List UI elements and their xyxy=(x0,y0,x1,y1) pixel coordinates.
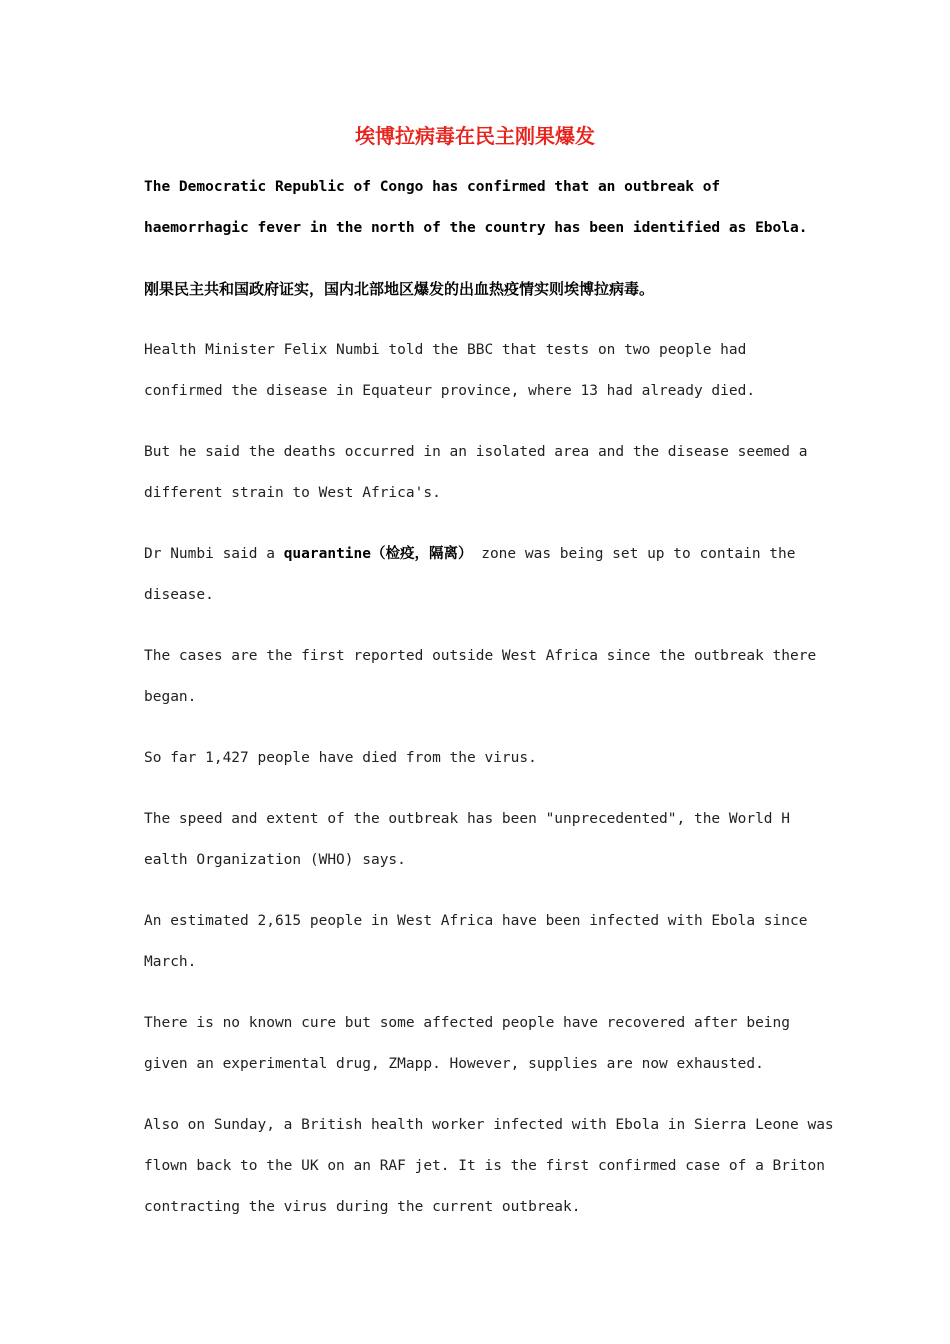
page-title: 埃博拉病毒在民主刚果爆发 xyxy=(355,124,595,148)
p7-line-1: An estimated 2,615 people in West Africa have been infected with Ebola since xyxy=(144,913,808,929)
p8-line-2: given an experimental drug, ZMapp. However, supplies are now exhausted. xyxy=(144,1056,764,1072)
p3-line-2: disease. xyxy=(144,587,214,603)
p4-line-1: The cases are the first reported outside West Africa since the outbreak there xyxy=(144,648,817,664)
intro-cn: 刚果民主共和国政府证实，国内北部地区爆发的出血热疫情实则埃博拉病毒。 xyxy=(144,280,655,298)
p6-line-2: ealth Organization (WHO) says. xyxy=(144,852,406,868)
intro-en-line-1: The Democratic Republic of Congo has confirmed that an outbreak of xyxy=(144,179,721,195)
p9-line-1: Also on Sunday, a British health worker infected with Ebola in Sierra Leone was xyxy=(144,1117,834,1133)
p3-pre: Dr Numbi said a xyxy=(144,546,284,562)
p2-line-1: But he said the deaths occurred in an isolated area and the disease seemed a xyxy=(144,444,808,460)
quarantine-term: quarantine（检疫，隔离） xyxy=(283,546,473,562)
p5-line-1: So far 1,427 people have died from the virus. xyxy=(144,750,537,766)
p2-line-2: different strain to West Africa's. xyxy=(144,485,441,501)
p9-line-3: contracting the virus during the current outbreak. xyxy=(144,1199,581,1215)
p4-line-2: began. xyxy=(144,689,197,705)
p1-line-2: confirmed the disease in Equateur province, where 13 had already died. xyxy=(144,383,756,399)
p3-post: zone was being set up to contain the xyxy=(472,546,796,562)
p1-line-1: Health Minister Felix Numbi told the BBC that tests on two people had xyxy=(144,342,747,358)
p7-line-2: March. xyxy=(144,954,197,970)
p8-line-1: There is no known cure but some affected people have recovered after being xyxy=(144,1015,791,1031)
p9-line-2: flown back to the UK on an RAF jet. It is the first confirmed case of a Briton xyxy=(144,1158,825,1174)
p6-line-1: The speed and extent of the outbreak has been "unprecedented", the World H xyxy=(144,811,791,827)
p3-line-1 xyxy=(144,543,796,565)
intro-en-line-2: haemorrhagic fever in the north of the country has been identified as Ebola. xyxy=(144,220,808,236)
